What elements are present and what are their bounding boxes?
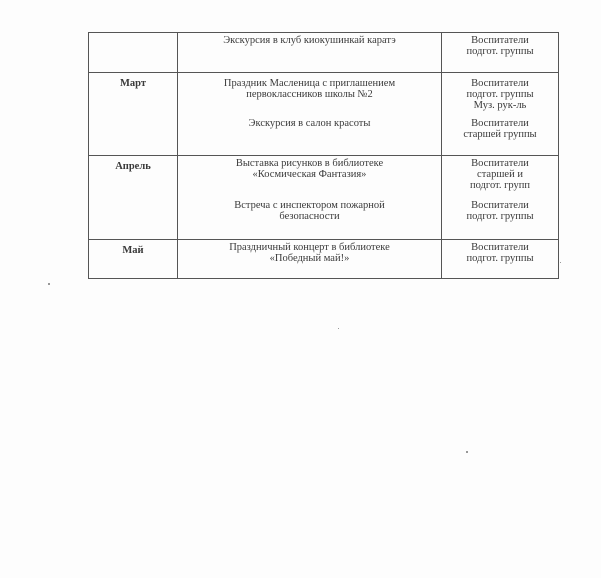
scan-speck bbox=[466, 451, 468, 453]
responsible-cell bbox=[442, 73, 559, 156]
event-text: Праздничный концерт в библиотеке «Победный май!» bbox=[229, 242, 390, 264]
responsible-text: Воспитатели подгот. группы bbox=[466, 242, 534, 264]
month-label: Май bbox=[122, 245, 144, 256]
responsible-cell bbox=[442, 240, 559, 279]
month-cell bbox=[89, 240, 178, 279]
event-cell bbox=[178, 240, 442, 279]
responsible-text: Воспитатели старшей группы bbox=[463, 118, 537, 140]
event-entry bbox=[178, 78, 441, 100]
table-row bbox=[89, 73, 559, 156]
month-cell bbox=[89, 33, 178, 73]
event-entry bbox=[178, 200, 441, 222]
scan-speck bbox=[560, 262, 561, 263]
table-row bbox=[89, 33, 559, 73]
responsible-text: Воспитатели подгот. группы Муз. рук-ль bbox=[466, 78, 534, 111]
event-cell bbox=[178, 33, 442, 73]
event-cell bbox=[178, 73, 442, 156]
month-cell bbox=[89, 156, 178, 240]
month-label: Апрель bbox=[115, 161, 151, 172]
event-entry bbox=[178, 158, 441, 180]
event-entry bbox=[178, 118, 441, 129]
table-row bbox=[89, 156, 559, 240]
event-text: Праздник Масленица с приглашением первоклассников школы №2 bbox=[223, 78, 396, 100]
events-schedule-table bbox=[88, 32, 559, 279]
month-label: Март bbox=[119, 78, 147, 89]
scan-speck bbox=[338, 328, 339, 329]
event-entry bbox=[178, 35, 441, 46]
event-text: Экскурсия в салон красоты bbox=[248, 118, 371, 129]
responsible-text: Воспитатели старшей и подгот. групп bbox=[469, 158, 531, 191]
responsible-cell bbox=[442, 156, 559, 240]
event-text: Выставка рисунков в библиотеке «Космическая Фантазия» bbox=[235, 158, 384, 180]
responsible-text: Воспитатели подгот. группы bbox=[466, 35, 534, 57]
event-text: Экскурсия в клуб киокушинкай каратэ bbox=[223, 35, 396, 46]
event-entry bbox=[178, 242, 441, 264]
table-row bbox=[89, 240, 559, 279]
responsible-cell bbox=[442, 33, 559, 73]
month-cell bbox=[89, 73, 178, 156]
event-text: Встреча с инспектором пожарной безопасности bbox=[234, 200, 385, 222]
event-cell bbox=[178, 156, 442, 240]
scan-speck bbox=[48, 283, 50, 285]
responsible-text: Воспитатели подгот. группы bbox=[466, 200, 534, 222]
